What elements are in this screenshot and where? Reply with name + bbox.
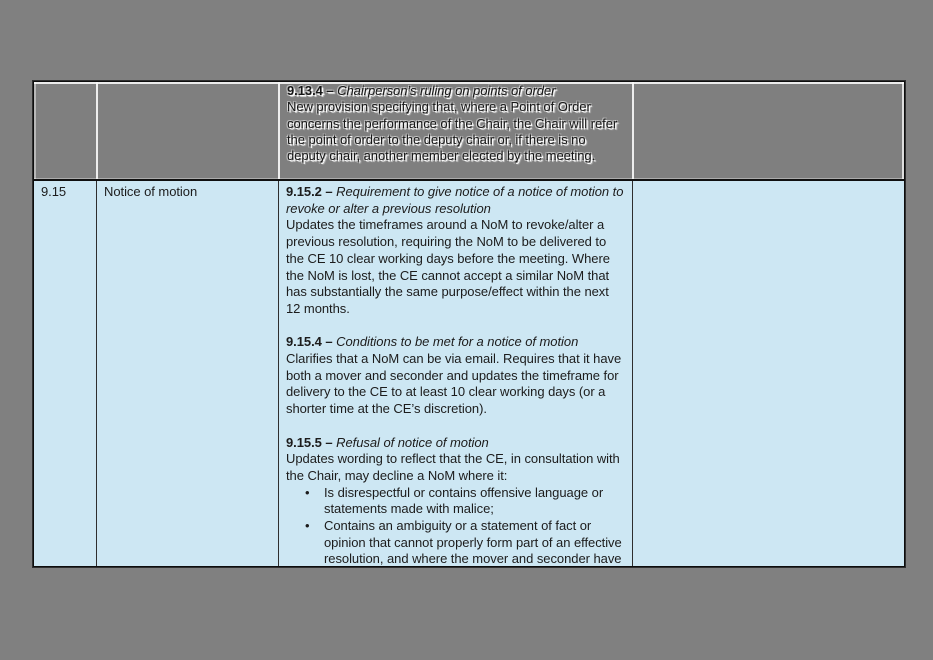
bullet-icon: • [305, 518, 310, 534]
section-body: Updates the timeframes around a NoM to revoke/alter a previous resolution, requiring the NoM to be delivered to the CE 10 clear working days before the meeting. Where the NoM is lost, the CE cannot accept a similar NoM that has substantially the same purpose/effect within the next 12 months. [286, 217, 610, 316]
table-row-915 [34, 179, 904, 566]
bullet-icon: • [305, 484, 310, 500]
cell-clause-ref [34, 181, 96, 566]
cell-topic [96, 181, 278, 566]
cell-topic [96, 82, 278, 179]
list-item-text: Contains an ambiguity or a statement of fact or opinion that cannot properly form part of an effective resolution, and where the mover and seconder have [324, 518, 622, 566]
section-body: New provision specifying that, where a Point of Order concerns the performance of the Chair, the Chair will refer the point of order to the deputy chair or, if there is no deputy chair, another member elected by the meeting. [287, 99, 618, 164]
cell-detail [278, 181, 632, 566]
cell-notes [632, 181, 904, 566]
cell-clause-ref [34, 82, 96, 179]
section-body: Updates wording to reflect that the CE, in consultation with the Chair, may decline a NoM where it: [286, 451, 620, 483]
section-915-2 [286, 184, 624, 318]
list-item-text: Is disrespectful or contains offensive language or statements made with malice; [324, 484, 604, 517]
section-separator: – [322, 83, 338, 98]
section-913-4 [287, 83, 624, 164]
section-number: 9.15.4 [286, 334, 322, 350]
clause-topic: Notice of motion [104, 184, 198, 199]
section-title: Requirement to give notice of a notice of motion to revoke or alter a previous resolution [286, 184, 624, 216]
section-915-5 [286, 435, 624, 566]
section-title: Refusal of notice of motion [336, 434, 489, 450]
list-item [286, 518, 624, 566]
cell-notes [632, 82, 904, 179]
cell-detail [278, 82, 632, 179]
list-item [286, 485, 624, 518]
section-915-4 [286, 334, 624, 418]
section-body: Clarifies that a NoM can be via email. Requires that it have both a mover and seconder and updates the timeframe for delivery to the CE to at least 10 clear working days (or a shorter time at the CE’s discretion). [286, 351, 622, 417]
section-separator: – [321, 434, 337, 450]
table-row-913 [34, 82, 904, 179]
section-number: 9.13.4 [287, 83, 323, 98]
clause-ref: 9.15 [41, 184, 67, 199]
amendments-table [33, 81, 905, 567]
section-separator: – [321, 184, 337, 199]
section-title: Conditions to be met for a notice of motion [336, 334, 579, 350]
section-title: Chairperson’s ruling on points of order [337, 83, 556, 98]
section-number: 9.15.5 [286, 434, 322, 450]
section-separator: – [321, 334, 337, 350]
section-number: 9.15.2 [286, 184, 322, 199]
